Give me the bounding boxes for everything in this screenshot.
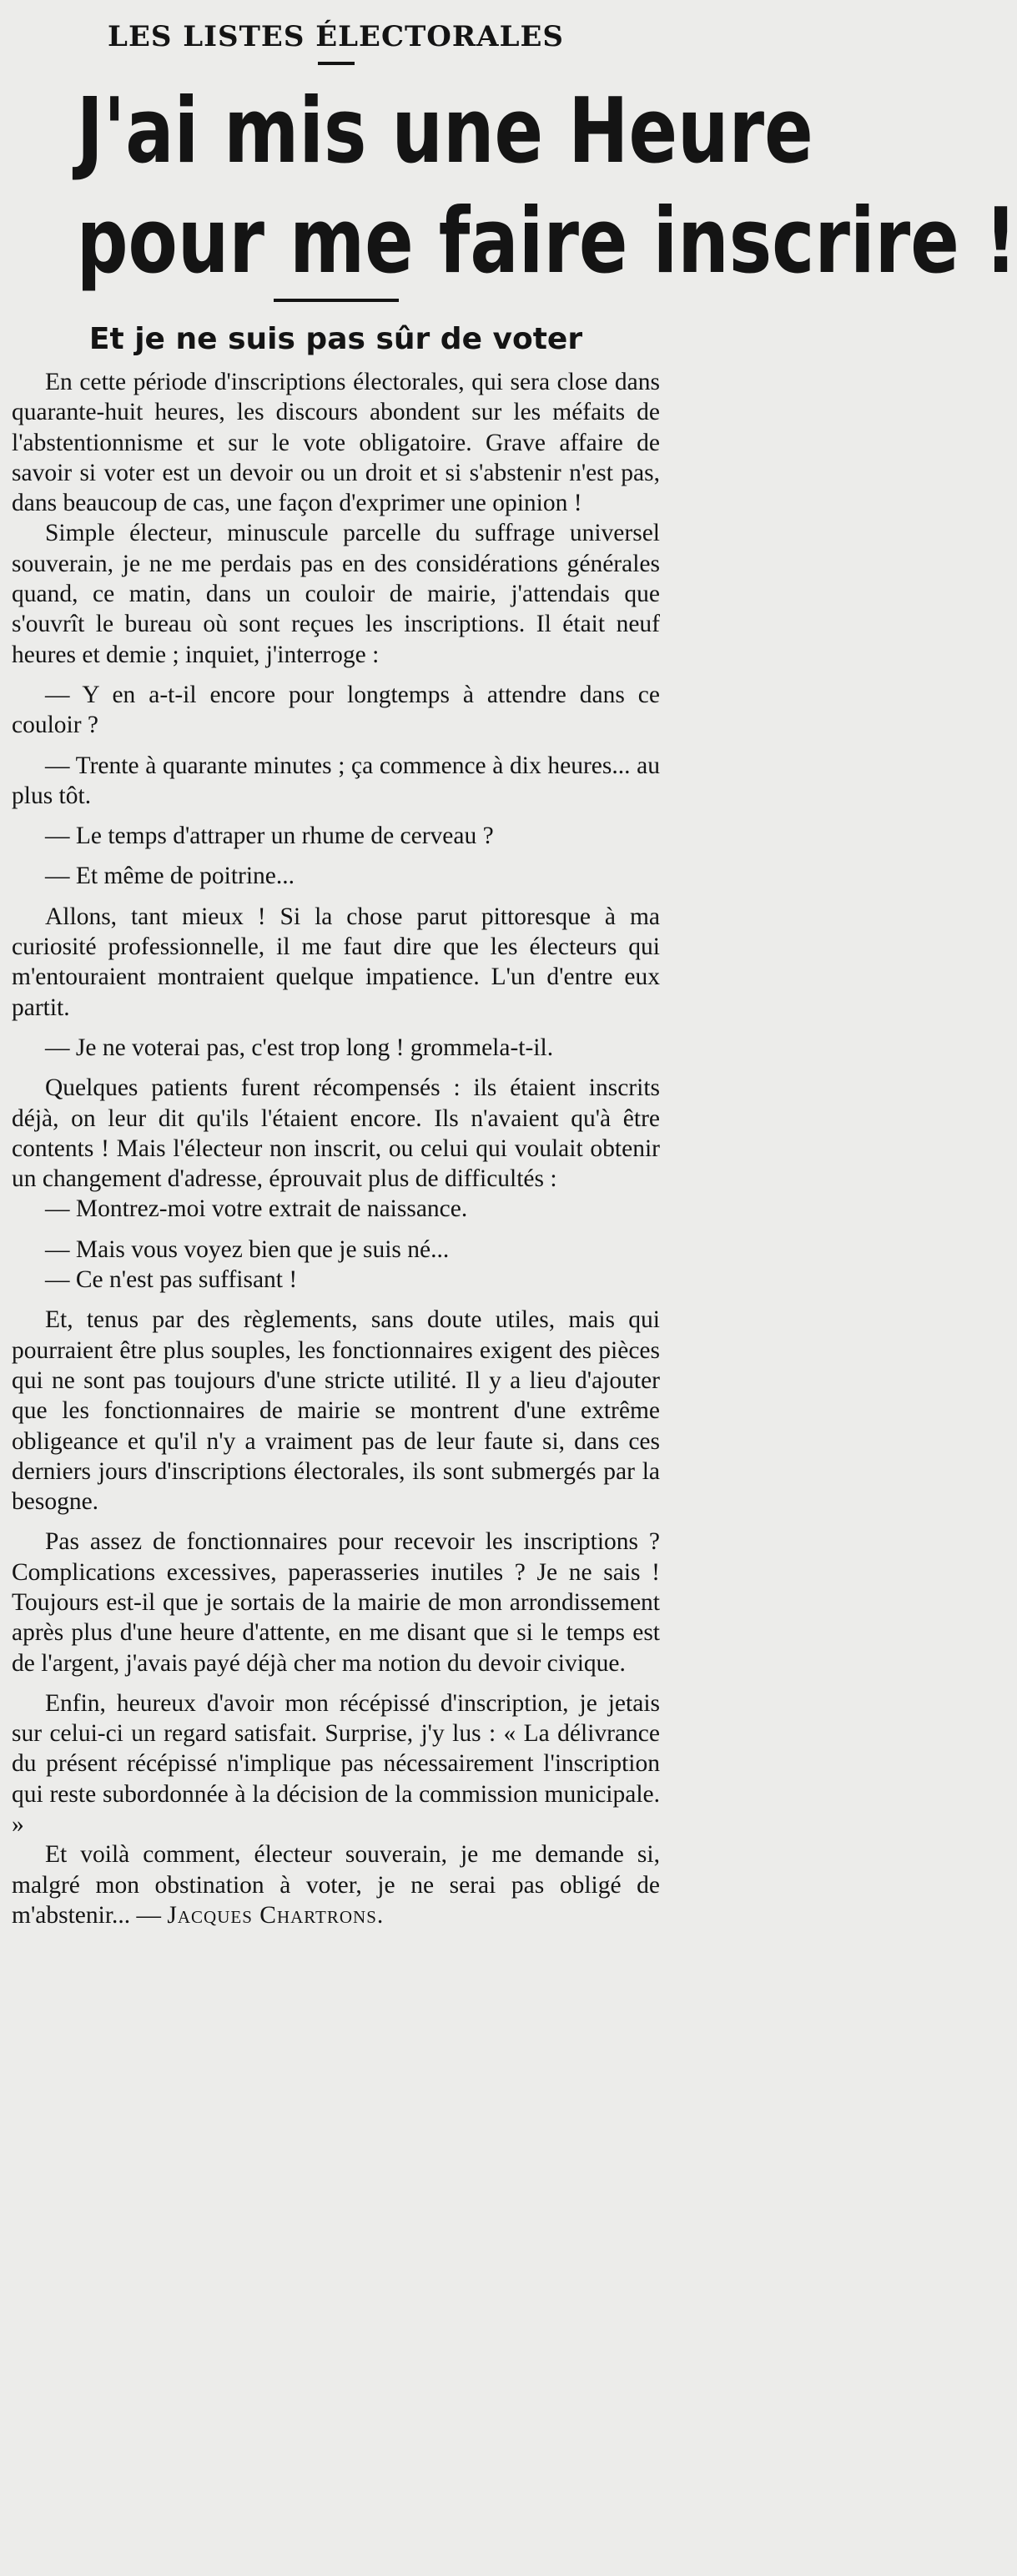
dialogue-line: — Montrez-moi votre extrait de naissance.	[45, 1195, 468, 1223]
paragraph: Enfin, heureux d'avoir mon récépissé d'inscription, je jetais sur celui-ci un regard satisfait. Surprise, j'y lus : « La délivrance du présent récépissé n'implique pas nécessairement l'inscription qui reste subordonnée à la décision de la commission municipale. »	[12, 1689, 660, 1839]
paragraph: Simple électeur, minuscule parcelle du suffrage universel souverain, je ne me perdais pas en des considérations générales quand, ce matin, dans un couloir de mairie, j'attendais que s'ouvrît le bureau où sont reçues les inscriptions. Il était neuf heures et demie ; inquiet, j'interroge :	[12, 520, 660, 668]
closing-paragraph	[12, 1839, 660, 1930]
subheadline: Et je ne suis pas sûr de voter	[88, 322, 583, 356]
paragraph: Et, tenus par des règlements, sans doute utiles, mais qui pourraient être plus souples, les fonctionnaires exigent des pièces qui ne sont pas toujours d'une stricte utilité. Il y a lieu d'ajouter que les fonctionnaires de mairie se montrent d'une extrême obligeance et qu'il n'y a vraiment pas de leur faute si, dans ces derniers jours d'inscriptions électorales, ils sont submergés par la besogne.	[12, 1306, 660, 1516]
dialogue-line: — Je ne voterai pas, c'est trop long ! grommela-t-il.	[45, 1034, 554, 1061]
paragraph: Pas assez de fonctionnaires pour recevoir les inscriptions ? Complications excessives, paperasseries inutiles ? Je ne sais ! Toujours est-il que je sortais de la mairie de mon arrondissement après plus d'une heure d'attente, en me disant que si le temps est de l'argent, j'avais payé déjà cher ma notion du devoir civique.	[12, 1528, 660, 1677]
paragraph: En cette période d'inscriptions électorales, qui sera close dans quarante-huit heures, les discours abondent sur les méfaits de l'abstentionnisme et sur le vote obligatoire. Grave affaire de savoir si voter est un devoir ou un droit et si s'abstenir n'est pas, dans beaucoup de cas, une façon d'exprimer une opinion !	[12, 369, 660, 517]
closing-text: Et voilà comment, électeur souverain, je me demande si, malgré mon obstination à voter, je ne serai pas obligé de m'abstenir... —	[12, 1841, 660, 1929]
dialogue-line: — Mais vous voyez bien que je suis né...	[45, 1235, 450, 1263]
dialogue-line: — Y en a-t-il encore pour longtemps à attendre dans ce couloir ?	[12, 681, 660, 739]
paragraph: Quelques patients furent récompensés : ils étaient inscrits déjà, on leur dit qu'ils l'étaient encore. Ils n'avaient qu'à être contents ! Mais l'électeur non inscrit, ou celui qui voulait obtenir un changement d'adresse, éprouvait plus de difficultés :	[12, 1074, 660, 1193]
headline-line-1: J'ai mis une Heure	[76, 79, 813, 184]
author-signature: Jacques Chartrons.	[167, 1901, 385, 1929]
dialogue-line: — Ce n'est pas suffisant !	[45, 1266, 298, 1294]
article-body	[12, 367, 660, 1930]
dialogue-line: — Trente à quarante minutes ; ça commence à dix heures... au plus tôt.	[12, 752, 660, 809]
headline-line-2: pour me faire inscrire !	[76, 189, 1017, 294]
dialogue-line: — Le temps d'attraper un rhume de cerveau ?	[45, 823, 494, 850]
paragraph: Allons, tant mieux ! Si la chose parut pittoresque à ma curiosité professionnelle, il me faut dire que les électeurs qui m'entouraient montraient quelque impatience. L'un d'entre eux partit.	[12, 903, 660, 1021]
section-kicker: LES LISTES ÉLECTORALES	[108, 20, 564, 53]
kicker-rule	[318, 62, 355, 65]
dialogue-line: — Et même de poitrine...	[45, 863, 295, 890]
headline-rule	[274, 299, 399, 302]
